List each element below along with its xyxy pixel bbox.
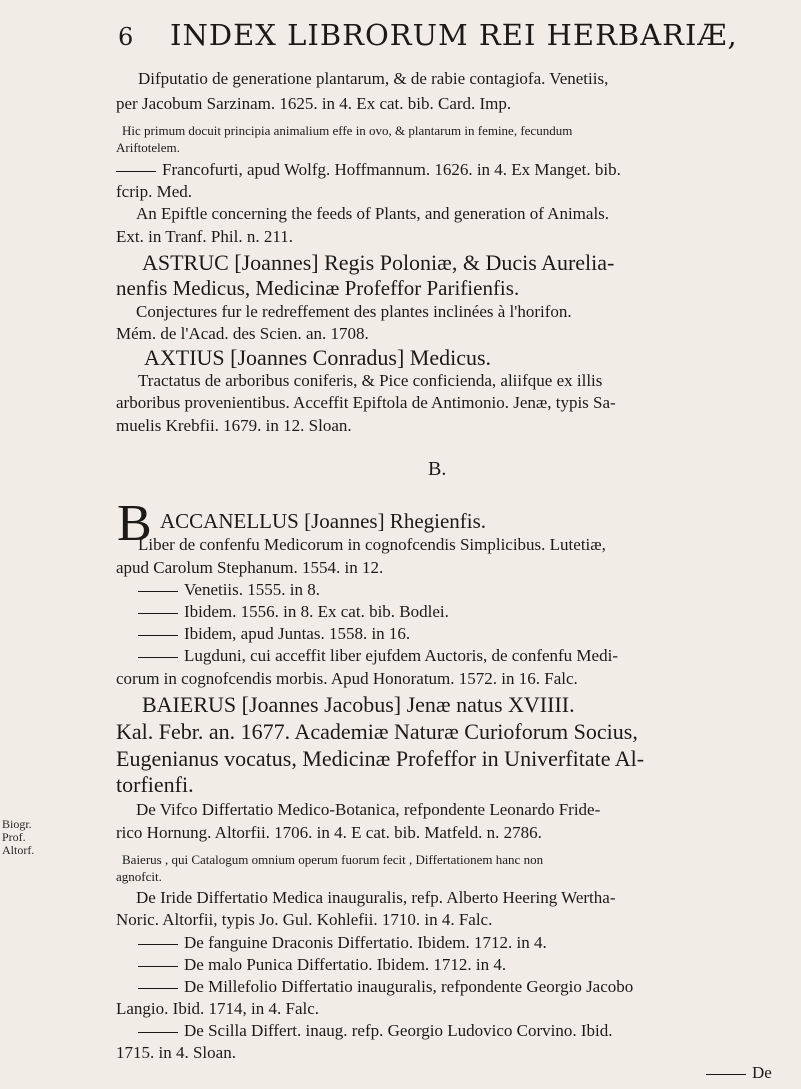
ditto-dash xyxy=(116,171,156,172)
section-letter: B. xyxy=(428,458,447,480)
text-line: 1715. in 4. Sloan. xyxy=(116,1043,236,1062)
text-line: Conjectures fur le redreffement des plantes inclinées à l'horifon. xyxy=(136,302,572,321)
text-line: Liber de confenfu Medicorum in cognofcendis Simplicibus. Lutetiæ, xyxy=(138,535,606,554)
margin-note-line: Biogr. xyxy=(2,817,32,831)
ditto-dash xyxy=(138,657,178,658)
running-header xyxy=(118,18,738,52)
ditto-dash xyxy=(138,966,178,967)
text-line: agnofcit. xyxy=(116,869,162,884)
text-line: De Iride Differtatio Medica inauguralis, refp. Alberto Heering Wertha- xyxy=(136,888,616,907)
text-line: Difputatio de generatione plantarum, & de rabie contagiofa. Venetiis, xyxy=(138,69,609,88)
text-line: Baierus , qui Catalogum omnium operum fuorum fecit , Differtationem hanc non xyxy=(122,852,544,867)
text-line: Langio. Ibid. 1714, in 4. Falc. xyxy=(116,999,320,1018)
text-line: Venetiis. 1555. in 8. xyxy=(184,580,320,599)
text-line: De Vifco Differtatio Medico-Botanica, refpondente Leonardo Fride- xyxy=(136,800,601,819)
page-number: 6 xyxy=(118,23,135,51)
text-line: Francofurti, apud Wolfg. Hoffmannum. 1626. in 4. Ex Manget. bib. xyxy=(162,160,621,179)
text-line: De Millefolio Differtatio inauguralis, refpondente Georgio Jacobo xyxy=(184,977,634,996)
text-line: Ibidem. 1556. in 8. Ex cat. bib. Bodlei. xyxy=(184,602,449,621)
ditto-dash xyxy=(138,613,178,614)
text-line: Lugduni, cui acceffit liber ejufdem Auctoris, de confenfu Medi- xyxy=(184,646,618,665)
ditto-dash xyxy=(138,944,178,945)
ditto-dash xyxy=(138,1032,178,1033)
text-line: An Epiftle concerning the feeds of Plants, and generation of Animals. xyxy=(136,204,610,223)
text-line: Mém. de l'Acad. des Scien. an. 1708. xyxy=(116,324,369,343)
text-line: Hic primum docuit principia animalium effe in ovo, & plantarum in femine, fecundum xyxy=(122,123,573,138)
text-line: rico Hornung. Altorfii. 1706. in 4. E cat. bib. Matfeld. n. 2786. xyxy=(116,823,542,842)
catchword: De xyxy=(752,1063,772,1082)
text-line: Tractatus de arboribus coniferis, & Pice conficienda, aliifque ex illis xyxy=(138,371,603,390)
text-line: corum in cognofcendis morbis. Apud Honoratum. 1572. in 16. Falc. xyxy=(116,669,578,688)
running-title: INDEX LIBRORUM REI HERBARIÆ, xyxy=(170,18,738,52)
text-line: Ariftotelem. xyxy=(116,140,180,155)
text-line: muelis Krebfii. 1679. in 12. Sloan. xyxy=(116,416,352,435)
entry-heading: AXTIUS [Joannes Conradus] Medicus. xyxy=(144,345,492,370)
text-line: Ext. in Tranf. Phil. n. 211. xyxy=(116,227,293,246)
text-line: Ibidem, apud Juntas. 1558. in 16. xyxy=(184,624,411,643)
text-line: De Scilla Differt. inaug. refp. Georgio Ludovico Corvino. Ibid. xyxy=(184,1021,613,1040)
ditto-dash xyxy=(138,635,178,636)
drop-capital: B xyxy=(117,495,152,552)
text-line: Noric. Altorfii, typis Jo. Gul. Kohlefii. 1710. in 4. Falc. xyxy=(116,910,493,929)
entry-heading: ASTRUC [Joannes] Regis Poloniæ, & Ducis Aurelia- xyxy=(142,250,615,275)
text-line: torfienfi. xyxy=(116,772,194,797)
entry-heading: ACCANELLUS [Joannes] Rhegienfis. xyxy=(160,509,487,533)
margin-note-line: Altorf. xyxy=(2,843,35,857)
entry-heading: BAIERUS [Joannes Jacobus] Jenæ natus XVIIII. xyxy=(142,692,575,717)
text-line: per Jacobum Sarzinam. 1625. in 4. Ex cat. bib. Card. Imp. xyxy=(116,94,512,113)
ditto-dash xyxy=(706,1074,746,1075)
text-line: apud Carolum Stephanum. 1554. in 12. xyxy=(116,558,384,577)
text-line: nenfis Medicus, Medicinæ Profeffor Parifienfis. xyxy=(116,276,520,300)
text-line: Kal. Febr. an. 1677. Academiæ Naturæ Curioforum Socius, xyxy=(116,719,638,744)
text-line: fcrip. Med. xyxy=(116,182,193,201)
text-line: De fanguine Draconis Differtatio. Ibidem. 1712. in 4. xyxy=(184,933,547,952)
text-line: arboribus provenientibus. Acceffit Epiftola de Antimonio. Jenæ, typis Sa- xyxy=(116,393,616,412)
ditto-dash xyxy=(138,591,178,592)
text-line: De malo Punica Differtatio. Ibidem. 1712. in 4. xyxy=(184,955,507,974)
margin-note-line: Prof. xyxy=(2,830,26,844)
text-line: Eugenianus vocatus, Medicinæ Profeffor in Univerfitate Al- xyxy=(116,746,645,771)
ditto-dash xyxy=(138,988,178,989)
